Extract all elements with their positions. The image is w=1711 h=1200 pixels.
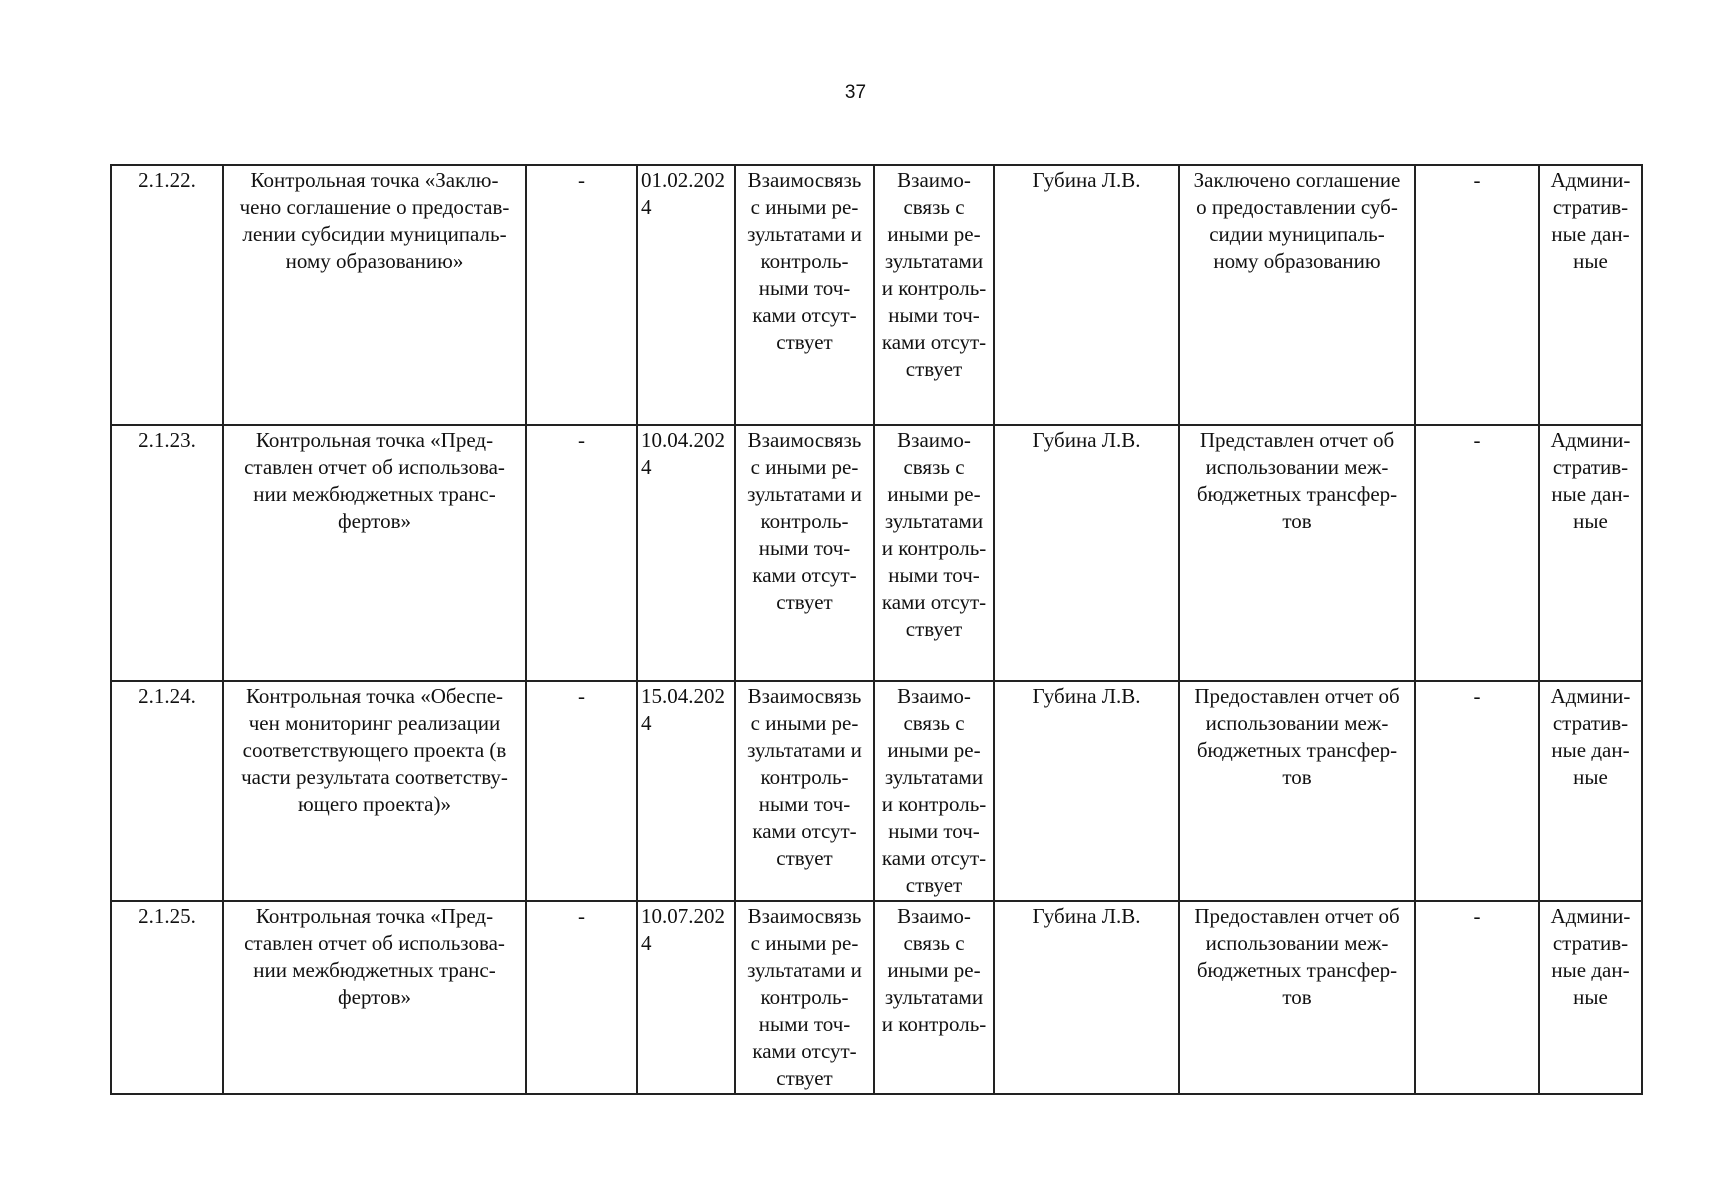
data-source: Админи- стратив- ные дан- ные <box>1539 165 1642 425</box>
table-row <box>111 681 1642 901</box>
table-row <box>111 165 1642 425</box>
table-row <box>111 425 1642 681</box>
due-date: 15.04.2024 <box>637 681 735 901</box>
system-cell: - <box>1415 681 1539 901</box>
relation-previous: Взаимосвязь с иными ре- зультатами и контроль- ными точ- ками отсут- ствует <box>735 425 874 681</box>
control-point-name: Контрольная точка «Пред- ставлен отчет об использова- нии межбюджетных транс- фертов» <box>223 901 526 1094</box>
page-number: 37 <box>844 82 867 103</box>
due-date: 10.07.2024 <box>637 901 735 1094</box>
relation-next: Взаимо- связь с иными ре- зультатами и контроль- <box>874 901 994 1094</box>
system-cell: - <box>1415 901 1539 1094</box>
system-cell: - <box>1415 165 1539 425</box>
control-point-name: Контрольная точка «Пред- ставлен отчет об использова- нии межбюджетных транс- фертов» <box>223 425 526 681</box>
result-description: Представлен отчет об использовании меж- бюджетных трансфер- тов <box>1179 425 1415 681</box>
relation-next: Взаимо- связь с иными ре- зультатами и контроль- ными точ- ками отсут- ствует <box>874 165 994 425</box>
responsible-person: Губина Л.В. <box>994 165 1179 425</box>
data-source: Админи- стратив- ные дан- ные <box>1539 425 1642 681</box>
row-number: 2.1.25. <box>111 901 223 1094</box>
base-value-cell: - <box>526 901 637 1094</box>
responsible-person: Губина Л.В. <box>994 425 1179 681</box>
result-description: Предоставлен отчет об использовании меж- бюджетных трансфер- тов <box>1179 681 1415 901</box>
data-source: Админи- стратив- ные дан- ные <box>1539 681 1642 901</box>
control-point-name: Контрольная точка «Заклю- чено соглашение о предостав- лении субсидии муниципаль- ному образованию» <box>223 165 526 425</box>
data-source: Админи- стратив- ные дан- ные <box>1539 901 1642 1094</box>
row-number: 2.1.23. <box>111 425 223 681</box>
control-points-table <box>110 164 1643 1095</box>
control-point-name: Контрольная точка «Обеспе- чен мониторинг реализации соответствующего проекта (в части результата соответству- ющего проекта)» <box>223 681 526 901</box>
relation-previous: Взаимосвязь с иными ре- зультатами и контроль- ными точ- ками отсут- ствует <box>735 165 874 425</box>
result-description: Предоставлен отчет об использовании меж- бюджетных трансфер- тов <box>1179 901 1415 1094</box>
result-description: Заключено соглашение о предоставлении суб- сидии муниципаль- ному образованию <box>1179 165 1415 425</box>
system-cell: - <box>1415 425 1539 681</box>
row-number: 2.1.24. <box>111 681 223 901</box>
table-row <box>111 901 1642 1094</box>
responsible-person: Губина Л.В. <box>994 681 1179 901</box>
base-value-cell: - <box>526 425 637 681</box>
row-number: 2.1.22. <box>111 165 223 425</box>
relation-next: Взаимо- связь с иными ре- зультатами и контроль- ными точ- ками отсут- ствует <box>874 425 994 681</box>
relation-previous: Взаимосвязь с иными ре- зультатами и контроль- ными точ- ками отсут- ствует <box>735 681 874 901</box>
responsible-person: Губина Л.В. <box>994 901 1179 1094</box>
due-date: 01.02.2024 <box>637 165 735 425</box>
relation-previous: Взаимосвязь с иными ре- зультатами и контроль- ными точ- ками отсут- ствует <box>735 901 874 1094</box>
due-date: 10.04.2024 <box>637 425 735 681</box>
base-value-cell: - <box>526 681 637 901</box>
relation-next: Взаимо- связь с иными ре- зультатами и контроль- ными точ- ками отсут- ствует <box>874 681 994 901</box>
base-value-cell: - <box>526 165 637 425</box>
